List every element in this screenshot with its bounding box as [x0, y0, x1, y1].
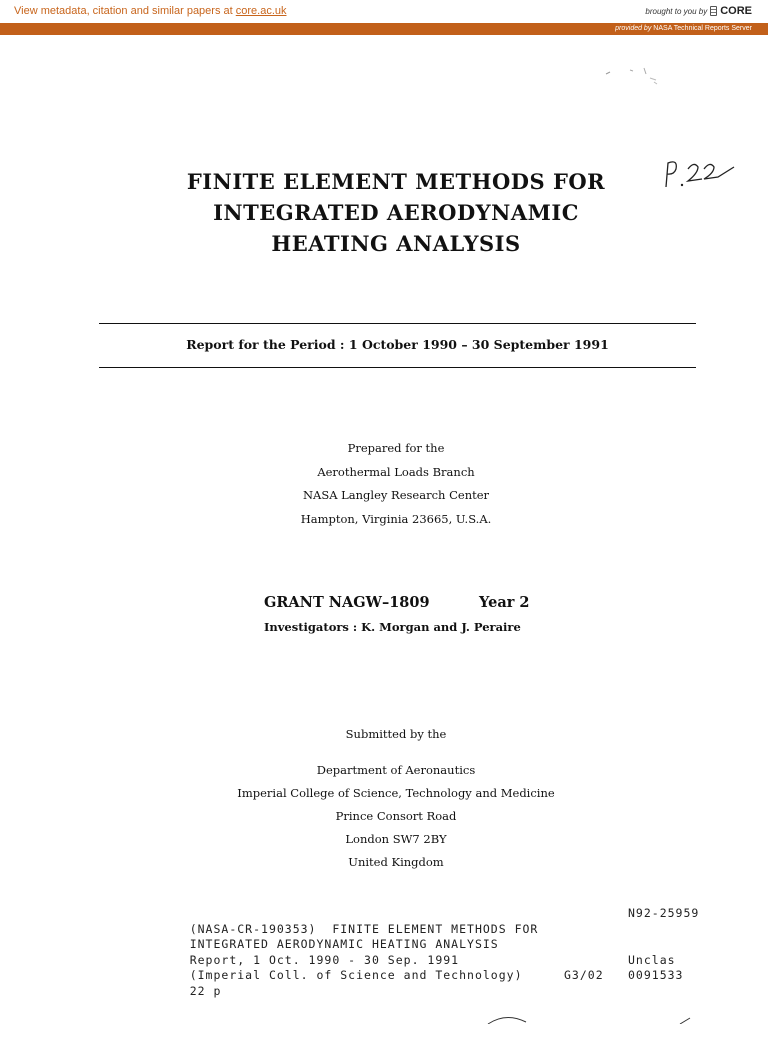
ntis-line: (NASA-CR-190353) FINITE ELEMENT METHODS FOR	[189, 921, 539, 936]
provider-name: NASA Technical Reports Server	[653, 25, 752, 32]
ntis-status: Unclas	[628, 952, 676, 967]
core-logo-icon	[710, 6, 717, 16]
period-rule-top	[99, 323, 696, 324]
ntis-category: G3/02	[564, 968, 604, 982]
address-line: United Kingdom	[348, 855, 444, 869]
bottom-scan-marks	[0, 1000, 768, 1024]
investigators: Investigators : K. Morgan and J. Peraire	[264, 620, 521, 634]
core-brand-name: CORE	[720, 5, 752, 17]
title-line-1: FINITE ELEMENT METHODS FOR	[186, 169, 606, 194]
ntis-citation-block	[158, 906, 718, 998]
address-line: Prince Consort Road	[335, 809, 457, 823]
address-line: London SW7 2BY	[345, 832, 447, 846]
brought-to-you-text: brought to you by	[645, 6, 708, 16]
provider-bar	[0, 23, 768, 35]
provided-by-text	[615, 25, 752, 32]
title-line-2: INTEGRATED AERODYNAMIC	[213, 200, 579, 225]
prepared-for-line: Hampton, Virginia 23665, U.S.A.	[300, 511, 492, 526]
scan-speckle-marks	[600, 62, 680, 92]
ntis-row	[158, 968, 718, 998]
core-brand[interactable]	[645, 5, 752, 17]
core-banner	[0, 0, 768, 23]
prepared-for-line: Prepared for the	[347, 441, 445, 455]
core-metadata-text	[14, 5, 287, 17]
ntis-row	[158, 906, 718, 936]
provided-by-label: provided by	[615, 25, 652, 32]
title-line-3: HEATING ANALYSIS	[271, 231, 521, 256]
prepared-for-line: NASA Langley Research Center	[302, 488, 490, 502]
grant-year: Year 2	[479, 594, 530, 611]
ntis-number: 0091533	[628, 968, 684, 982]
grant-line	[264, 594, 530, 611]
address-line: Imperial College of Science, Technology and Medicine	[237, 786, 555, 800]
prepared-for-line: Aerothermal Loads Branch	[317, 464, 475, 479]
ntis-line: 22 p	[189, 983, 222, 998]
ntis-accession-number: N92-25959	[628, 906, 700, 920]
report-period: Report for the Period : 1 October 1990 – 30 September 1991	[186, 337, 609, 352]
ntis-line: (Imperial Coll. of Science and Technology)	[189, 968, 523, 982]
address-line: Department of Aeronautics	[316, 763, 476, 777]
ntis-line: Report, 1 Oct. 1990 - 30 Sep. 1991	[189, 952, 460, 967]
address-block	[196, 759, 596, 874]
core-link-prefix: View metadata, citation and similar papers at	[14, 5, 236, 17]
ntis-row	[158, 922, 718, 951]
prepared-for-block	[200, 437, 592, 531]
grant-number: GRANT NAGW–1809	[264, 594, 430, 611]
document-title	[100, 166, 692, 259]
submitted-by: Submitted by the	[345, 727, 447, 741]
period-rule-bottom	[99, 367, 696, 368]
ntis-line: INTEGRATED AERODYNAMIC HEATING ANALYSIS	[189, 937, 499, 951]
core-ac-uk-link[interactable]: core.ac.uk	[235, 5, 287, 17]
